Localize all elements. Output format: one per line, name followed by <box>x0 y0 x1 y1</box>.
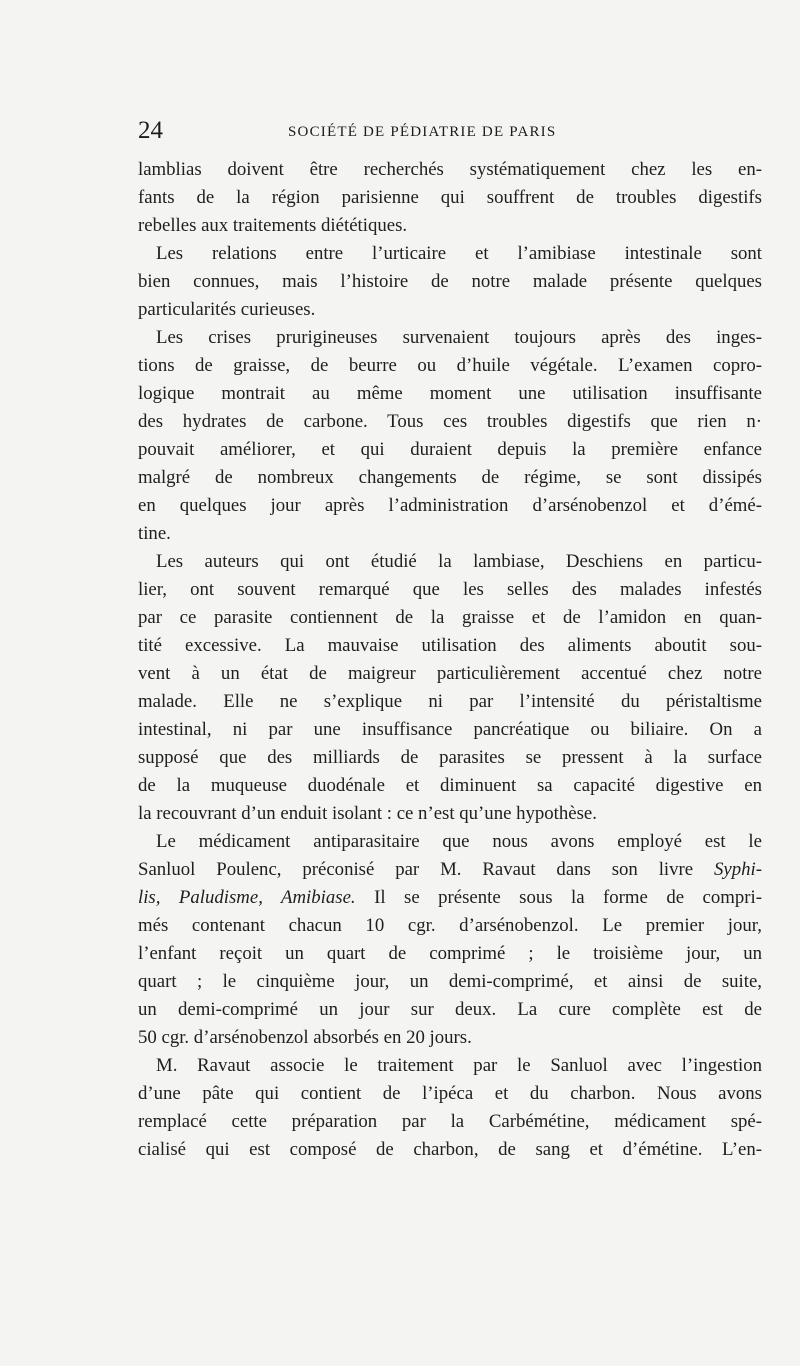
text-run: Il se présente sous la forme de compri- <box>355 887 762 908</box>
text-line: rebelles aux traitements diététiques. <box>138 215 408 236</box>
text-line: en quelques jour après l’administration d’arsénobenzol et d’émé- <box>138 495 762 516</box>
text-line: des hydrates de carbone. Tous ces troubles digestifs que rien n· <box>138 411 762 432</box>
paragraph-start-line: Les relations entre l’urticaire et l’amibiase intestinale sont <box>156 243 762 264</box>
paragraph-start-line: Les crises prurigineuses survenaient toujours après des inges- <box>156 327 762 348</box>
text-line: logique montrait au même moment une utilisation insuffisante <box>138 383 762 404</box>
text-line: lamblias doivent être recherchés systématiquement chez les en- <box>138 159 762 180</box>
text-line: de la muqueuse duodénale et diminuent sa capacité digestive en <box>138 775 762 796</box>
text-line-with-italic <box>138 856 762 884</box>
paragraph-start-line: Le médicament antiparasitaire que nous avons employé est le <box>156 831 762 852</box>
italic-text-run: Syphi- <box>714 859 762 880</box>
text-line: lier, ont souvent remarqué que les selles des malades infestés <box>138 579 762 600</box>
running-title: SOCIÉTÉ DE PÉDIATRIE DE PARIS <box>288 124 557 140</box>
text-line: la recouvrant d’un enduit isolant : ce n’est qu’une hypothèse. <box>138 803 597 824</box>
text-line: tité excessive. La mauvaise utilisation des aliments aboutit sou- <box>138 635 762 656</box>
text-run: Sanluol Poulenc, préconisé par M. Ravaut dans son livre <box>138 859 694 880</box>
text-line: malade. Elle ne s’explique ni par l’intensité du péristaltisme <box>138 691 762 712</box>
body-text <box>138 156 762 1164</box>
text-line: tine. <box>138 523 171 544</box>
text-line: l’enfant reçoit un quart de comprimé ; le troisième jour, un <box>138 943 762 964</box>
text-line: supposé que des milliards de parasites se pressent à la surface <box>138 747 762 768</box>
text-line: més contenant chacun 10 cgr. d’arsénobenzol. Le premier jour, <box>138 915 762 936</box>
italic-text-run: lis, Paludisme, Amibiase. <box>138 887 356 908</box>
text-line: un demi-comprimé un jour sur deux. La cure complète est de <box>138 999 762 1020</box>
text-line: pouvait améliorer, et qui duraient depuis la première enfance <box>138 439 762 460</box>
text-line: d’une pâte qui contient de l’ipéca et du charbon. Nous avons <box>138 1083 762 1104</box>
text-line: vent à un état de maigreur particulièrement accentué chez notre <box>138 663 762 684</box>
text-line: tions de graisse, de beurre ou d’huile végétale. L’examen copro- <box>138 355 762 376</box>
text-line: malgré de nombreux changements de régime, se sont dissipés <box>138 467 762 488</box>
paragraph-start-line: Les auteurs qui ont étudié la lambiase, Deschiens en particu- <box>156 551 762 572</box>
text-line: fants de la région parisienne qui souffrent de troubles digestifs <box>138 187 762 208</box>
text-line: particularités curieuses. <box>138 299 316 320</box>
page-header <box>138 116 762 146</box>
text-line: quart ; le cinquième jour, un demi-comprimé, et ainsi de suite, <box>138 971 762 992</box>
paragraph-start-line: M. Ravaut associe le traitement par le Sanluol avec l’ingestion <box>156 1055 762 1076</box>
page-number: 24 <box>138 117 163 144</box>
text-line: cialisé qui est composé de charbon, de sang et d’émétine. L’en- <box>138 1139 762 1160</box>
text-line: par ce parasite contiennent de la graisse et de l’amidon en quan- <box>138 607 762 628</box>
text-line-with-italic <box>138 884 762 912</box>
text-line: 50 cgr. d’arsénobenzol absorbés en 20 jours. <box>138 1027 472 1048</box>
text-line: intestinal, ni par une insuffisance pancréatique ou biliaire. On a <box>138 719 762 740</box>
text-line: remplacé cette préparation par la Carbémétine, médicament spé- <box>138 1111 762 1132</box>
text-line: bien connues, mais l’histoire de notre malade présente quelques <box>138 271 762 292</box>
